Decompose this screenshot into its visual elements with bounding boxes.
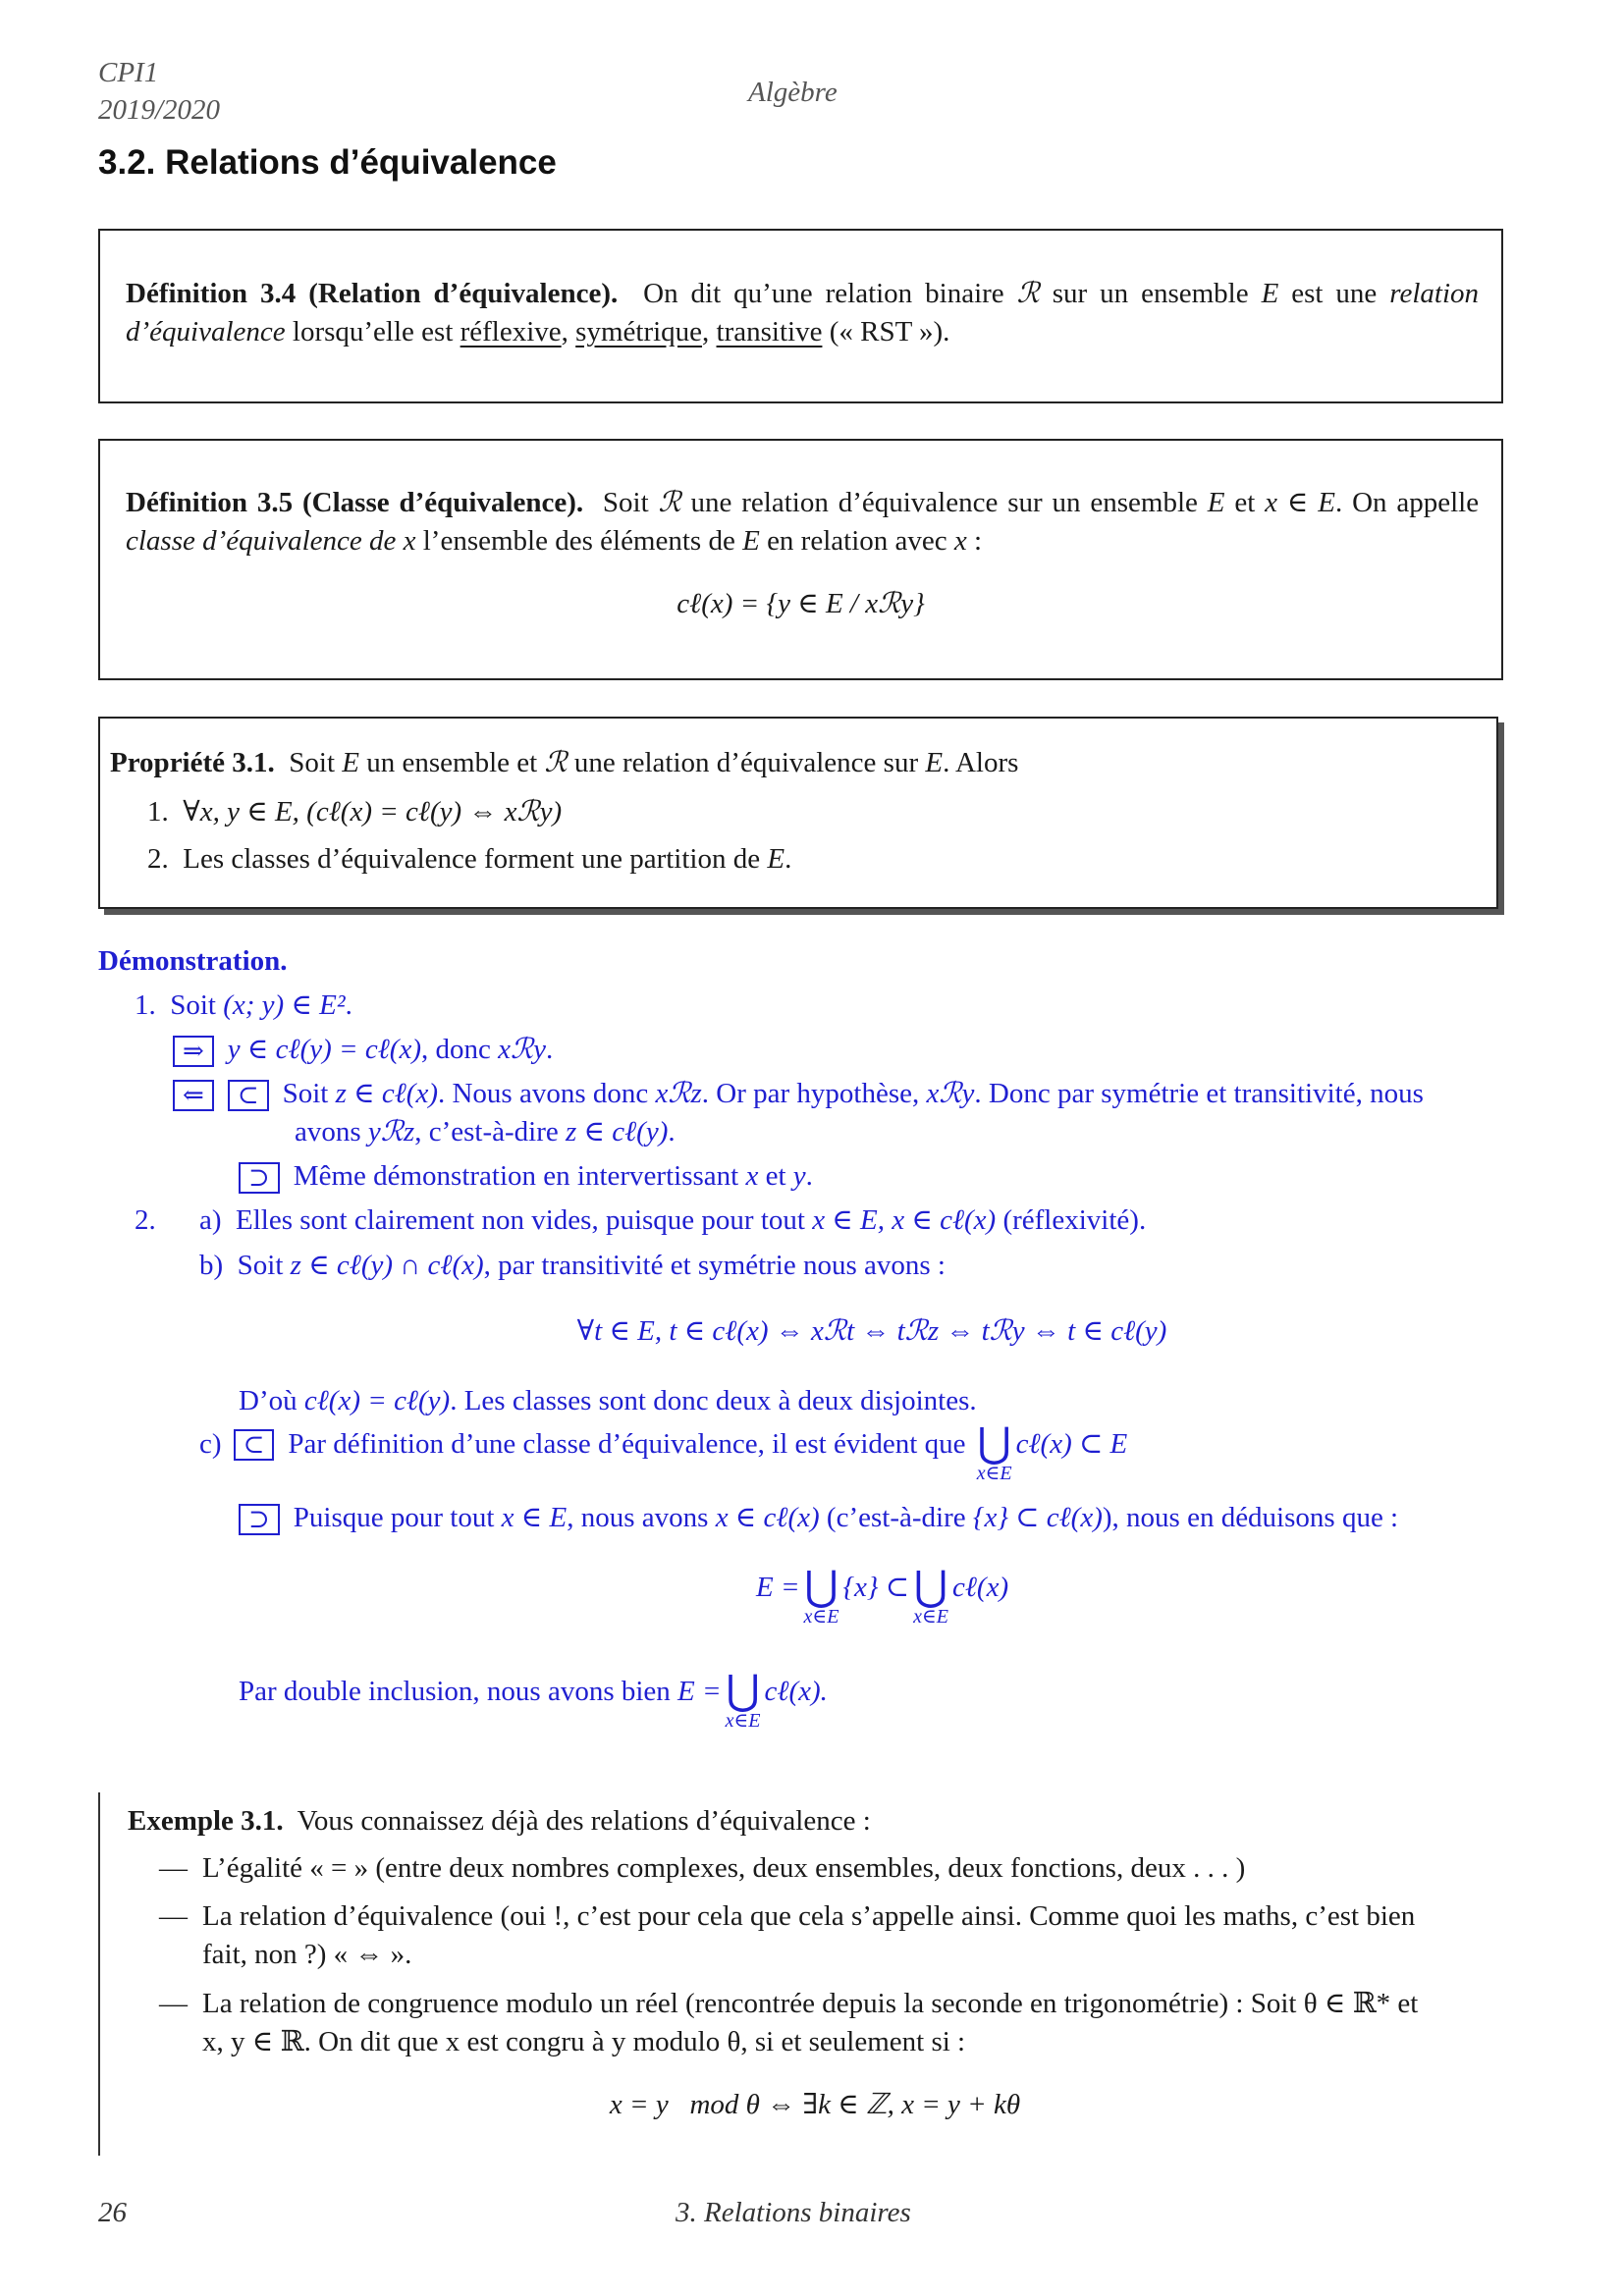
math: cℓ(x) — [951, 1572, 1009, 1603]
definition-label: Définition 3.5 (Classe d’équivalence). — [126, 487, 584, 518]
union-index: x∈E — [913, 1606, 948, 1628]
text: en relation avec — [767, 525, 947, 557]
text: . Or par hypothèse, — [701, 1078, 920, 1109]
text: avons — [295, 1116, 361, 1148]
union-glyph: ⋃ — [977, 1421, 1011, 1467]
big-union-symbol — [725, 1669, 761, 1732]
math: ℛ — [658, 487, 681, 518]
underlined-word: symétrique — [575, 316, 703, 347]
proof-line-2c — [199, 1421, 1128, 1484]
proof-line-superset — [239, 1157, 813, 1196]
text: et — [1234, 487, 1256, 518]
text: : — [974, 525, 983, 557]
text: . — [546, 1034, 554, 1065]
math: x ∈ E — [501, 1502, 568, 1533]
math: E — [925, 747, 944, 778]
text: Puisque pour tout — [293, 1502, 495, 1533]
text: On dit qu’une relation binaire — [643, 278, 1004, 309]
math: x — [953, 525, 967, 557]
union-glyph: ⋃ — [804, 1565, 839, 1610]
math: ℛ — [1016, 278, 1040, 309]
union-index: x∈E — [725, 1710, 761, 1732]
big-union-symbol — [976, 1421, 1012, 1484]
math: E — [342, 747, 359, 778]
text: , — [702, 316, 710, 347]
superset-box: ⊃ — [239, 1162, 280, 1194]
math: x — [745, 1160, 759, 1192]
math: E — [1207, 487, 1225, 518]
proof-number-2: 2. — [135, 1204, 156, 1236]
congruence-equation: x = y mod θ ⇔ ∃k ∈ ℤ, x = y + kθ — [609, 2089, 1021, 2120]
text: (c’est-à-dire — [826, 1502, 966, 1533]
union-glyph: ⋃ — [913, 1565, 948, 1610]
implied-by-box: ⇐ — [173, 1080, 214, 1111]
math: x ∈ E, x ∈ cℓ(x) — [812, 1204, 997, 1236]
text: Elles sont clairement non vides, puisque pour tout — [236, 1204, 805, 1236]
underlined-word: réflexive — [460, 316, 562, 347]
math: z ∈ cℓ(y) ∩ cℓ(x) — [290, 1250, 484, 1281]
math: cℓ(x) ⊂ E — [1015, 1428, 1128, 1460]
proof-line-disjoint — [239, 1382, 977, 1420]
text: lorsqu’elle est — [292, 316, 454, 347]
chapter-footer: 3. Relations binaires — [676, 2197, 911, 2228]
page-number: 26 — [98, 2197, 127, 2228]
text: . Donc par symétrie et transitivité, nous — [974, 1078, 1424, 1109]
math: x ∈ E — [1265, 487, 1335, 518]
definition-3-5-box — [98, 439, 1503, 680]
text: Les classes d’équivalence forment une partition de — [183, 843, 761, 875]
property-3-1-box — [98, 717, 1498, 909]
text: Vous connaissez déjà des relations d’équivalence : — [297, 1805, 871, 1837]
math: (x; y) ∈ E² — [223, 989, 346, 1021]
text: . — [805, 1160, 813, 1192]
math: {x} ⊂ — [842, 1572, 910, 1603]
list-letter: b) — [199, 1250, 224, 1281]
text: . Alors — [943, 747, 1019, 778]
union-equation — [756, 1565, 1009, 1628]
proof-line-1 — [135, 987, 352, 1025]
math: cℓ(x). — [764, 1676, 828, 1707]
text: . — [784, 843, 792, 875]
example-item-3-line-2: x, y ∈ ℝ. On dit que x est congru à y modulo θ, si et seulement si : — [202, 2026, 966, 2057]
text: , donc — [420, 1034, 491, 1065]
property-item-2 — [147, 840, 791, 879]
proof-line-backward-cont — [295, 1113, 676, 1151]
math: z ∈ cℓ(y) — [565, 1116, 669, 1148]
text: . — [668, 1116, 676, 1148]
example-dash: — — [159, 1900, 188, 1932]
example-dash: — — [159, 1988, 188, 2019]
text: Soit — [289, 747, 336, 778]
math: xℛy — [926, 1078, 975, 1109]
text: . On appelle — [1334, 487, 1480, 518]
text: ), nous en déduisons que : — [1102, 1502, 1399, 1533]
math: cℓ(x) = cℓ(y) — [303, 1385, 451, 1416]
list-letter: c) — [199, 1428, 222, 1460]
math: E — [1261, 278, 1279, 309]
text: Soit — [602, 487, 649, 518]
example-dash: — — [159, 1852, 188, 1884]
example-item-2-line-2: fait, non ?) « ⇔ ». — [202, 1939, 412, 1970]
implies-box: ⇒ — [173, 1036, 214, 1067]
text: . Les classes sont donc deux à deux disjointes. — [450, 1385, 977, 1416]
subset-box: ⊂ — [234, 1429, 275, 1461]
math: {x} ⊂ cℓ(x) — [972, 1502, 1103, 1533]
math: ∀x, y ∈ E, (cℓ(x) = cℓ(y) ⇔ xℛy) — [183, 796, 563, 828]
definition-3-4-text — [126, 275, 1479, 351]
example-item-2-line-1: La relation d’équivalence (oui !, c’est pour cela que cela s’appelle ainsi. Comme quoi les maths, c’est bien — [202, 1900, 1416, 1932]
subject-label: Algèbre — [748, 77, 838, 108]
big-union-symbol — [803, 1565, 839, 1628]
union-index: x∈E — [976, 1463, 1012, 1484]
text: . Nous avons donc — [437, 1078, 649, 1109]
text: , nous avons — [567, 1502, 709, 1533]
text: , par transitivité et symétrie nous avons : — [483, 1250, 946, 1281]
text: Soit — [282, 1078, 329, 1109]
list-number: 2. — [147, 843, 169, 875]
example-item-1: L’égalité « = » (entre deux nombres complexes, deux ensembles, deux fonctions, deux . . . ) — [202, 1852, 1246, 1884]
text: , c’est-à-dire — [414, 1116, 559, 1148]
definition-3-4-box — [98, 229, 1503, 403]
text: Par double inclusion, nous avons bien — [239, 1676, 671, 1707]
property-item-1 — [147, 793, 562, 831]
text: une relation d’équivalence sur — [573, 747, 919, 778]
list-number: 1. — [135, 989, 156, 1021]
math: z ∈ cℓ(x) — [335, 1078, 438, 1109]
proof-line-superset-2 — [239, 1499, 1398, 1537]
proof-line-backward — [173, 1075, 1424, 1113]
list-number: 1. — [147, 796, 169, 828]
text: Même démonstration en intervertissant — [293, 1160, 739, 1192]
section-title: 3.2. Relations d’équivalence — [98, 143, 557, 182]
text: (« RST »). — [829, 316, 950, 347]
proof-line-2a — [199, 1201, 1146, 1240]
text: D’où — [239, 1385, 298, 1416]
text: (réflexivité). — [1002, 1204, 1147, 1236]
text: sur un ensemble — [1052, 278, 1249, 309]
definition-3-5-text — [126, 484, 1479, 561]
subset-box: ⊂ — [228, 1080, 269, 1111]
property-label: Propriété 3.1. — [110, 747, 275, 778]
example-margin-bar — [98, 1792, 100, 2156]
text: Soit — [170, 989, 216, 1021]
example-intro — [128, 1802, 871, 1841]
math: E — [767, 843, 785, 875]
text: et — [765, 1160, 786, 1192]
math: y ∈ cℓ(y) = cℓ(x) — [227, 1034, 421, 1065]
text: Soit — [237, 1250, 284, 1281]
class-formula: cℓ(x) = {y ∈ E / xℛy} — [676, 588, 925, 619]
math: xℛz — [655, 1078, 702, 1109]
superset-box: ⊃ — [239, 1504, 280, 1535]
text: est une — [1291, 278, 1378, 309]
underlined-word: transitive — [716, 316, 823, 347]
example-label: Exemple 3.1. — [128, 1805, 284, 1837]
defined-term: classe d’équivalence de x — [126, 525, 416, 557]
example-item-3-line-1: La relation de congruence modulo un réel (rencontrée depuis la seconde en trigonométrie) : Soit θ ∈ ℝ* et — [202, 1988, 1419, 2019]
definition-label: Définition 3.4 (Relation d’équivalence). — [126, 278, 619, 309]
math: E = — [677, 1676, 722, 1707]
math: x ∈ cℓ(x) — [715, 1502, 820, 1533]
math: y — [792, 1160, 806, 1192]
text: une relation d’équivalence sur un ensemble — [690, 487, 1198, 518]
course-label: CPI1 — [98, 57, 159, 88]
text: un ensemble et — [366, 747, 538, 778]
property-3-1-text — [110, 744, 1018, 782]
math: yℛz — [367, 1116, 415, 1148]
text: l’ensemble des éléments de — [422, 525, 735, 557]
math: E — [742, 525, 760, 557]
text: . — [345, 989, 352, 1021]
year-label: 2019/2020 — [98, 94, 221, 126]
proof-line-forward — [173, 1031, 553, 1069]
union-glyph: ⋃ — [726, 1669, 760, 1714]
union-index: x∈E — [803, 1606, 839, 1628]
text: , — [561, 316, 568, 347]
text: Par définition d’une classe d’équivalence, il est évident que — [288, 1428, 966, 1460]
equivalence-chain-equation: ∀t ∈ E, t ∈ cℓ(x) ⇔ xℛt ⇔ tℛz ⇔ tℛy ⇔ t ∈ cℓ(y) — [576, 1315, 1167, 1347]
big-union-symbol — [913, 1565, 948, 1628]
defined-term: relation d’équivalence — [126, 278, 1480, 347]
proof-conclusion — [239, 1669, 828, 1732]
math: xℛy — [498, 1034, 546, 1065]
math: ℛ — [544, 747, 568, 778]
math: E = — [756, 1572, 800, 1603]
proof-title: Démonstration. — [98, 945, 288, 977]
proof-line-2b — [199, 1247, 946, 1285]
list-letter: a) — [199, 1204, 222, 1236]
